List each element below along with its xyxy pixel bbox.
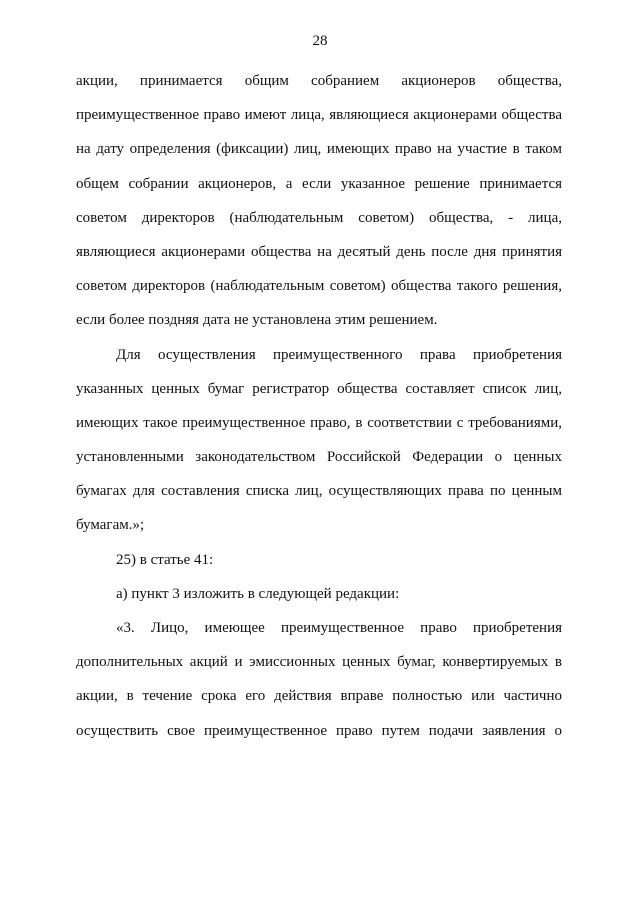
text-line: Для осуществления преимущественного права приобретения [116,346,562,363]
text-line: дополнительных акций и эмиссионных ценных бумаг, конвертируемых в [76,654,562,671]
text-line: а) пункт 3 изложить в следующей редакции: [116,585,400,602]
page-number: 28 [312,33,328,49]
text-line: если более поздняя дата не установлена этим решением. [76,312,438,329]
text-line: установленными законодательством Российской Федерации о ценных [76,449,562,466]
text-line: общем собрании акционеров, а если указанное решение принимается [76,175,562,192]
text-line: советом директоров (наблюдательным советом) общества такого решения, [76,278,562,295]
text-line: бумагам.»; [76,517,145,534]
text-line: «3. Лицо, имеющее преимущественное право приобретения [116,620,562,636]
text-line: являющиеся акционерами общества на десятый день после дня принятия [76,243,562,260]
text-line: указанных ценных бумаг регистратор общества составляет список лиц, [76,380,562,397]
text-line: на дату определения (фиксации) лиц, имеющих право на участие в таком [76,141,562,158]
text-line: бумагах для составления списка лиц, осуществляющих права по ценным [76,483,562,500]
text-line: акции, принимается общим собранием акционеров общества, [76,73,562,89]
text-line: преимущественное право имеют лица, являющиеся акционерами общества [76,107,562,124]
text-line: советом директоров (наблюдательным советом) общества, - лица, [76,209,562,226]
text-line: осуществить свое преимущественное право путем подачи заявления о [76,722,562,739]
text-line: акции, в течение срока его действия вправе полностью или частично [76,688,562,705]
text-line: 25) в статье 41: [116,551,214,568]
document-body [76,64,562,748]
text-line: имеющих такое преимущественное право, в соответствии с требованиями, [76,414,562,431]
